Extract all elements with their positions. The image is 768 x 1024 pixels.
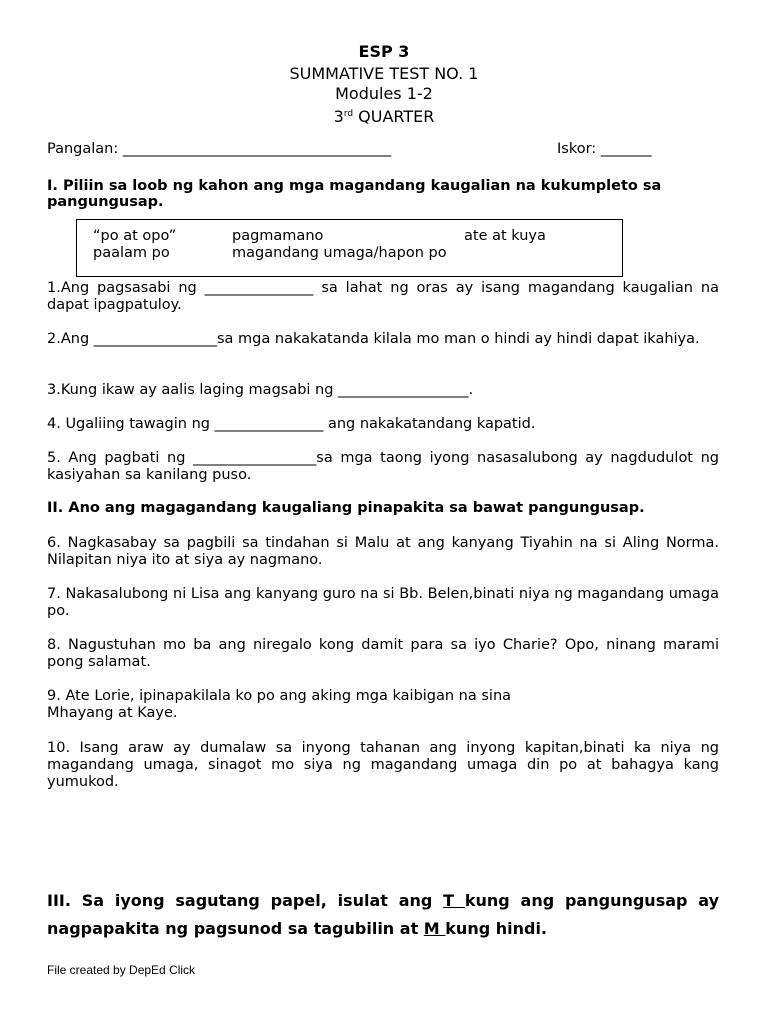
question-4: 4. Ugaliing tawagin ng _______________ ang nakakatandang kapatid. [47,416,536,432]
question-8: 8. Nagustuhan mo ba ang niregalo kong damit para sa iyo Charie? Opo, ninang marami pong salamat. [47,637,719,670]
test-title: SUMMATIVE TEST NO. 1 [289,64,479,83]
choice-item: magandang umaga/hapon po [232,245,447,261]
name-field: Pangalan: _____________________________________ [47,141,392,157]
question-3: 3.Kung ikaw ay aalis laging magsabi ng __________________. [47,382,474,398]
modules-label: Modules 1-2 [335,84,433,103]
true-mark: T [443,891,465,910]
question-5: 5. Ang pagbati ng _________________sa mga taong iyong nasasalubong ay nagdudulot ng kasiyahan sa kanilang puso. [47,450,719,483]
part3-instruction: III. Sa iyong sagutang papel, isulat ang T kung ang pangungusap ay nagpapakita ng pagsunod sa tagubilin at M kung hindi. [47,891,719,938]
footer-credit: File created by DepEd Click [47,963,196,977]
question-2: 2.Ang _________________sa mga nakakatanda kilala mo man o hindi ay hindi dapat ikahiya. [47,331,700,347]
subject-title: ESP 3 [358,42,410,61]
question-7: 7. Nakasalubong ni Lisa ang kanyang guro na si Bb. Belen,binati niya ng magandang umaga po. [47,586,719,619]
choices-box [76,219,623,277]
question-9: 9. Ate Lorie, ipinapakilala ko po ang aking mga kaibigan na sina [47,688,512,704]
part1-instruction: I. Piliin sa loob ng kahon ang mga magandang kaugalian na kukumpleto sa pangungusap. [47,178,662,210]
choice-item: pagmamano [232,228,324,244]
score-field: Iskor: _______ [557,141,652,157]
question-6: 6. Nagkasabay sa pagbili sa tindahan si Malu at ang kanyang Tiyahin na si Aling Norma. Nilapitan niya ito at siya ay nagmano. [47,535,719,568]
choice-item: paalam po [93,245,170,261]
question-9-continued: Mhayang at Kaye. [47,705,178,721]
part2-instruction: II. Ano ang magagandang kaugaliang pinapakita sa bawat pangungusap. [47,500,645,516]
choice-item: ate at kuya [464,228,546,244]
question-1: 1.Ang pagsasabi ng _______________ sa lahat ng oras ay isang magandang kaugalian na dapat ipagpatuloy. [47,280,719,313]
quarter-label: 3rd QUARTER [333,107,435,126]
choice-item: “po at opo” [93,228,177,244]
false-mark: M [423,919,446,938]
question-10: 10. Isang araw ay dumalaw sa inyong tahanan ang inyong kapitan,binati ka niya ng magandang umaga, sinagot mo siya ng magandang umaga din po at bahagya kang yumukod. [47,740,719,790]
